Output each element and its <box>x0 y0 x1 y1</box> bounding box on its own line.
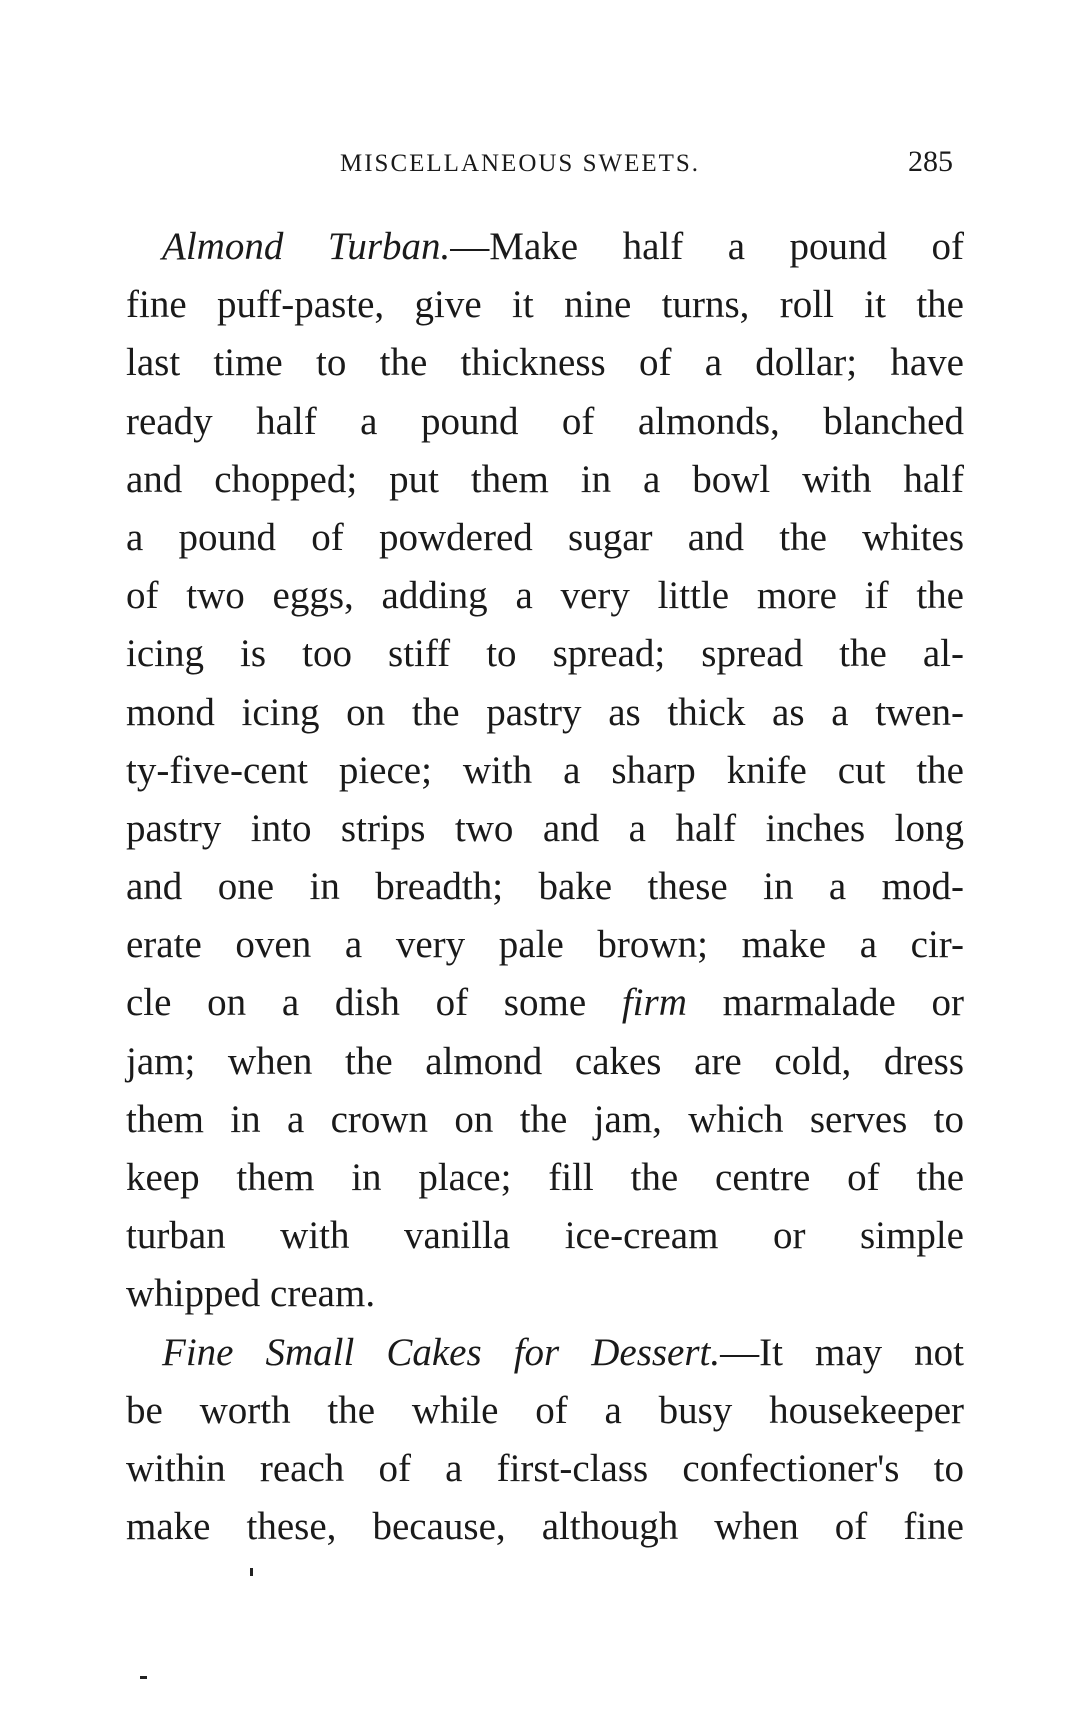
text-line: pastry into strips two and a half inches long <box>126 806 964 850</box>
text-line: ready half a pound of almonds, blanched <box>126 399 964 443</box>
line-text: —It may not <box>720 1330 964 1374</box>
text-line: be worth the while of a busy housekeeper <box>126 1388 964 1432</box>
text-line: ty-five-cent piece; with a sharp knife cut the <box>126 748 964 792</box>
recipe-heading-fine-small-cakes: Fine Small Cakes for Dessert. <box>162 1330 721 1374</box>
recipe-heading-almond-turban: Almond Turban. <box>162 225 451 268</box>
emphasis-firm: firm <box>621 981 687 1025</box>
text-line: jam; when the almond cakes are cold, dress <box>126 1039 964 1083</box>
print-speck <box>140 1676 147 1679</box>
text-line: of two eggs, adding a very little more if the <box>126 574 964 618</box>
text-line: and one in breadth; bake these in a mod- <box>126 865 964 909</box>
line-text: —Make half a pound of <box>450 225 964 268</box>
text-line: turban with vanilla ice-cream or simple <box>126 1214 964 1258</box>
text-line: and chopped; put them in a bowl with half <box>126 457 964 501</box>
text-line: whipped cream. <box>126 1272 376 1316</box>
text-line: a pound of powdered sugar and the whites <box>126 515 964 559</box>
line-text: marmalade or <box>686 981 964 1025</box>
line-text: cle on a dish of some <box>126 981 622 1025</box>
text-line: within reach of a first-class confectioner's to <box>126 1446 964 1490</box>
text-line: fine puff-paste, give it nine turns, roll it the <box>126 283 964 327</box>
text-line: last time to the thickness of a dollar; have <box>126 341 964 385</box>
text-line <box>126 974 964 1032</box>
text-line: erate oven a very pale brown; make a cir- <box>126 923 964 967</box>
text-line: them in a crown on the jam, which serves to <box>126 1097 964 1141</box>
text-line: make these, because, although when of fine <box>126 1505 964 1549</box>
body-text <box>126 218 964 1556</box>
text-line: icing is too stiff to spread; spread the al- <box>126 632 964 676</box>
text-line: keep them in place; fill the centre of the <box>126 1156 964 1199</box>
text-line <box>126 218 964 276</box>
running-title: MISCELLANEOUS SWEETS. <box>340 150 701 177</box>
text-line <box>126 1324 964 1382</box>
print-speck <box>250 1568 253 1576</box>
page-number: 285 <box>908 145 953 178</box>
text-line: mond icing on the pastry as thick as a twen- <box>126 690 964 734</box>
